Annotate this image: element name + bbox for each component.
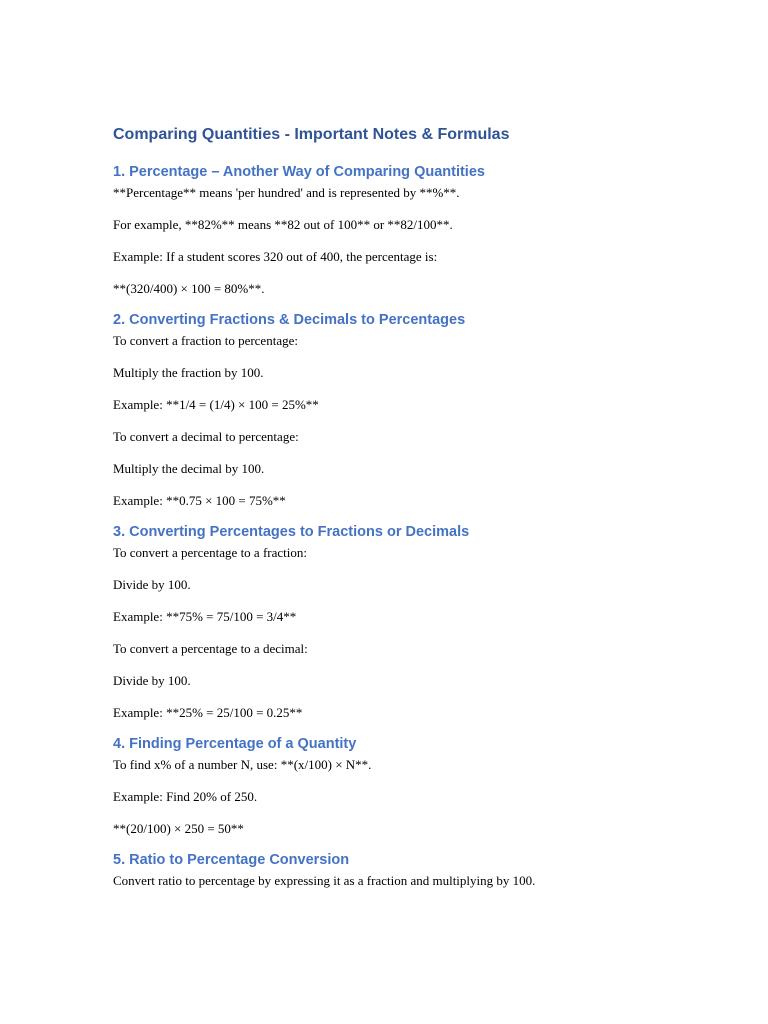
paragraph: **(320/400) × 100 = 80%**. [113,281,265,296]
document-title: Comparing Quantities - Important Notes & Formulas [113,126,510,143]
section-heading: 2. Converting Fractions & Decimals to Percentages [113,312,466,328]
paragraph: Multiply the decimal by 100. [113,461,265,476]
section-heading: 4. Finding Percentage of a Quantity [113,736,357,752]
paragraph: To convert a decimal to percentage: [113,429,299,444]
paragraph: To find x% of a number N, use: **(x/100) × N**. [113,757,372,772]
paragraph: Multiply the fraction by 100. [113,365,264,380]
section-heading: 3. Converting Percentages to Fractions or Decimals [113,524,470,540]
section-percentages-to-fractions-decimals [113,522,708,722]
section-percentage-of-quantity [113,734,708,838]
paragraph: Example: **25% = 25/100 = 0.25** [113,705,303,720]
section-percentage [113,162,708,298]
paragraph: Example: **0.75 × 100 = 75%** [113,493,286,508]
paragraph: **(20/100) × 250 = 50** [113,821,244,836]
paragraph: **Percentage** means 'per hundred' and is represented by **%**. [113,185,460,200]
paragraph: Example: If a student scores 320 out of 400, the percentage is: [113,249,438,264]
paragraph: To convert a percentage to a decimal: [113,641,308,656]
section-ratio-to-percentage [113,850,708,890]
section-fractions-decimals-to-percentages [113,310,708,510]
paragraph: Convert ratio to percentage by expressing it as a fraction and multiplying by 100. [113,873,536,888]
paragraph: To convert a fraction to percentage: [113,333,298,348]
paragraph: Divide by 100. [113,577,191,592]
paragraph: Divide by 100. [113,673,191,688]
section-heading: 5. Ratio to Percentage Conversion [113,852,350,868]
paragraph: Example: **1/4 = (1/4) × 100 = 25%** [113,397,319,412]
section-heading: 1. Percentage – Another Way of Comparing Quantities [113,164,485,180]
paragraph: To convert a percentage to a fraction: [113,545,307,560]
paragraph: Example: Find 20% of 250. [113,789,258,804]
paragraph: Example: **75% = 75/100 = 3/4** [113,609,297,624]
paragraph: For example, **82%** means **82 out of 100** or **82/100**. [113,217,453,232]
